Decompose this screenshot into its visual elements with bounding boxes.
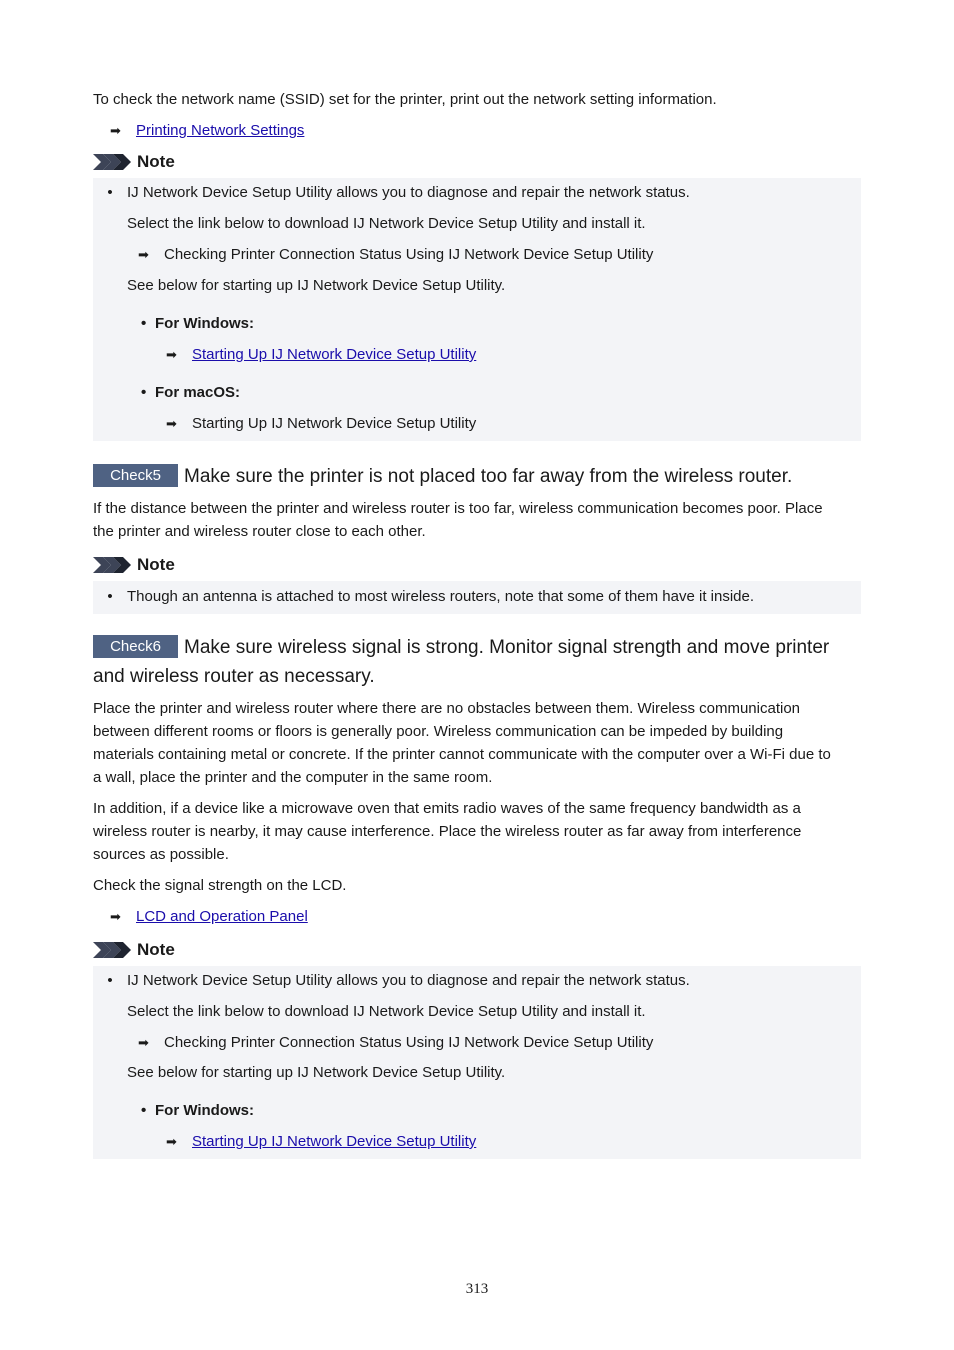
para-line: In addition, if a device like a microwave oven that emits radio waves of the same frequency bandwidth as a [93,800,801,817]
note-box-2 [93,581,861,614]
windows-label: For Windows: [155,1102,255,1119]
note-label: Note [137,555,175,574]
macos-row [93,412,861,435]
para-line: materials containing metal or concrete. If the printer cannot communicate with the computer over a Wi-Fi due to [93,746,831,763]
list-item [93,969,861,992]
check6-heading [93,633,861,691]
note-label: Note [137,152,175,171]
bullet-dot: • [141,315,147,332]
bullet-dot: • [141,1102,147,1119]
list-item [93,181,861,204]
windows-subitem [93,1099,861,1122]
check5-body-line1: If the distance between the printer and wireless router is too far, wireless communication becomes poor. Place [93,500,823,517]
checking-text: Checking Printer Connection Status Using IJ Network Device Setup Utility [164,246,654,263]
intro-text: To check the network name (SSID) set for the printer, print out the network setting information. [93,91,717,108]
bullet-dot: • [107,184,113,201]
intro-link-row [93,119,861,142]
page-number: 313 [465,1281,489,1297]
check6-para3: Check the signal strength on the LCD. [93,877,347,894]
note-heading [93,938,861,962]
note-label: Note [137,940,175,959]
check6-heading-line2: and wireless router as necessary. [93,666,375,687]
note-item-text: IJ Network Device Setup Utility allows you to diagnose and repair the network status. [127,184,690,201]
checking-text: Checking Printer Connection Status Using IJ Network Device Setup Utility [164,1034,654,1051]
starting-up-macos-text: Starting Up IJ Network Device Setup Utility [192,415,477,432]
arrow-right-icon: ➡ [166,1134,177,1149]
checking-row [93,1031,861,1054]
para-line: wireless router is nearby, it may cause interference. Place the wireless router as far away from interference [93,823,802,840]
arrow-right-icon: ➡ [166,416,177,431]
windows-link-row [93,343,861,366]
arrow-right-icon: ➡ [138,247,149,262]
para-line: Place the printer and wireless router where there are no obstacles between them. Wireless communication [93,700,801,717]
macos-subitem [93,381,861,404]
check5-badge: Check5 [93,464,178,487]
starting-up-windows-link[interactable]: Starting Up IJ Network Device Setup Utility [192,346,477,363]
lcd-operation-panel-link[interactable]: LCD and Operation Panel [136,908,308,925]
para-line: between different rooms or floors is generally poor. Wireless communication can be impeded by building [93,723,784,740]
lcd-link-row [93,905,861,928]
check6-badge: Check6 [93,635,178,658]
bullet-dot: • [107,972,113,989]
note-box-3 [93,966,861,1159]
note-heading [93,150,861,174]
bullet-dot: • [107,588,113,605]
windows-subitem [93,312,861,335]
list-item [93,585,861,608]
note-chevrons-icon [93,942,131,958]
check6-para1 [93,697,861,789]
printing-network-settings-link[interactable]: Printing Network Settings [136,122,305,139]
page-content [93,88,861,1159]
starting-up-windows-link[interactable]: Starting Up IJ Network Device Setup Utility [192,1133,477,1150]
arrow-right-icon: ➡ [166,347,177,362]
see-below-text: See below for starting up IJ Network Device Setup Utility. [127,1064,506,1081]
arrow-right-icon: ➡ [138,1035,149,1050]
check5-heading-text: Make sure the printer is not placed too far away from the wireless router. [184,466,793,487]
select-text: Select the link below to download IJ Network Device Setup Utility and install it. [127,1003,646,1020]
check6-para2 [93,797,861,866]
see-below-text: See below for starting up IJ Network Device Setup Utility. [127,277,506,294]
windows-link-row [93,1130,861,1153]
para-line: a wall, place the printer and the computer in the same room. [93,769,493,786]
note-item-text: Though an antenna is attached to most wireless routers, note that some of them have it inside. [127,588,755,605]
note-chevrons-icon [93,557,131,573]
macos-label: For macOS: [155,384,241,401]
check5-heading [93,462,861,491]
note-box-1 [93,178,861,441]
arrow-right-icon: ➡ [110,123,121,138]
para-line: sources as possible. [93,846,229,863]
note-heading [93,553,861,577]
select-text: Select the link below to download IJ Network Device Setup Utility and install it. [127,215,646,232]
check5-body-line2: the printer and wireless router close to each other. [93,523,426,540]
note-item-text: IJ Network Device Setup Utility allows you to diagnose and repair the network status. [127,972,690,989]
check6-heading-line1: Make sure wireless signal is strong. Monitor signal strength and move printer [184,637,830,658]
bullet-dot: • [141,384,147,401]
checking-row [93,243,861,266]
note-chevrons-icon [93,154,131,170]
arrow-right-icon: ➡ [110,909,121,924]
windows-label: For Windows: [155,315,255,332]
